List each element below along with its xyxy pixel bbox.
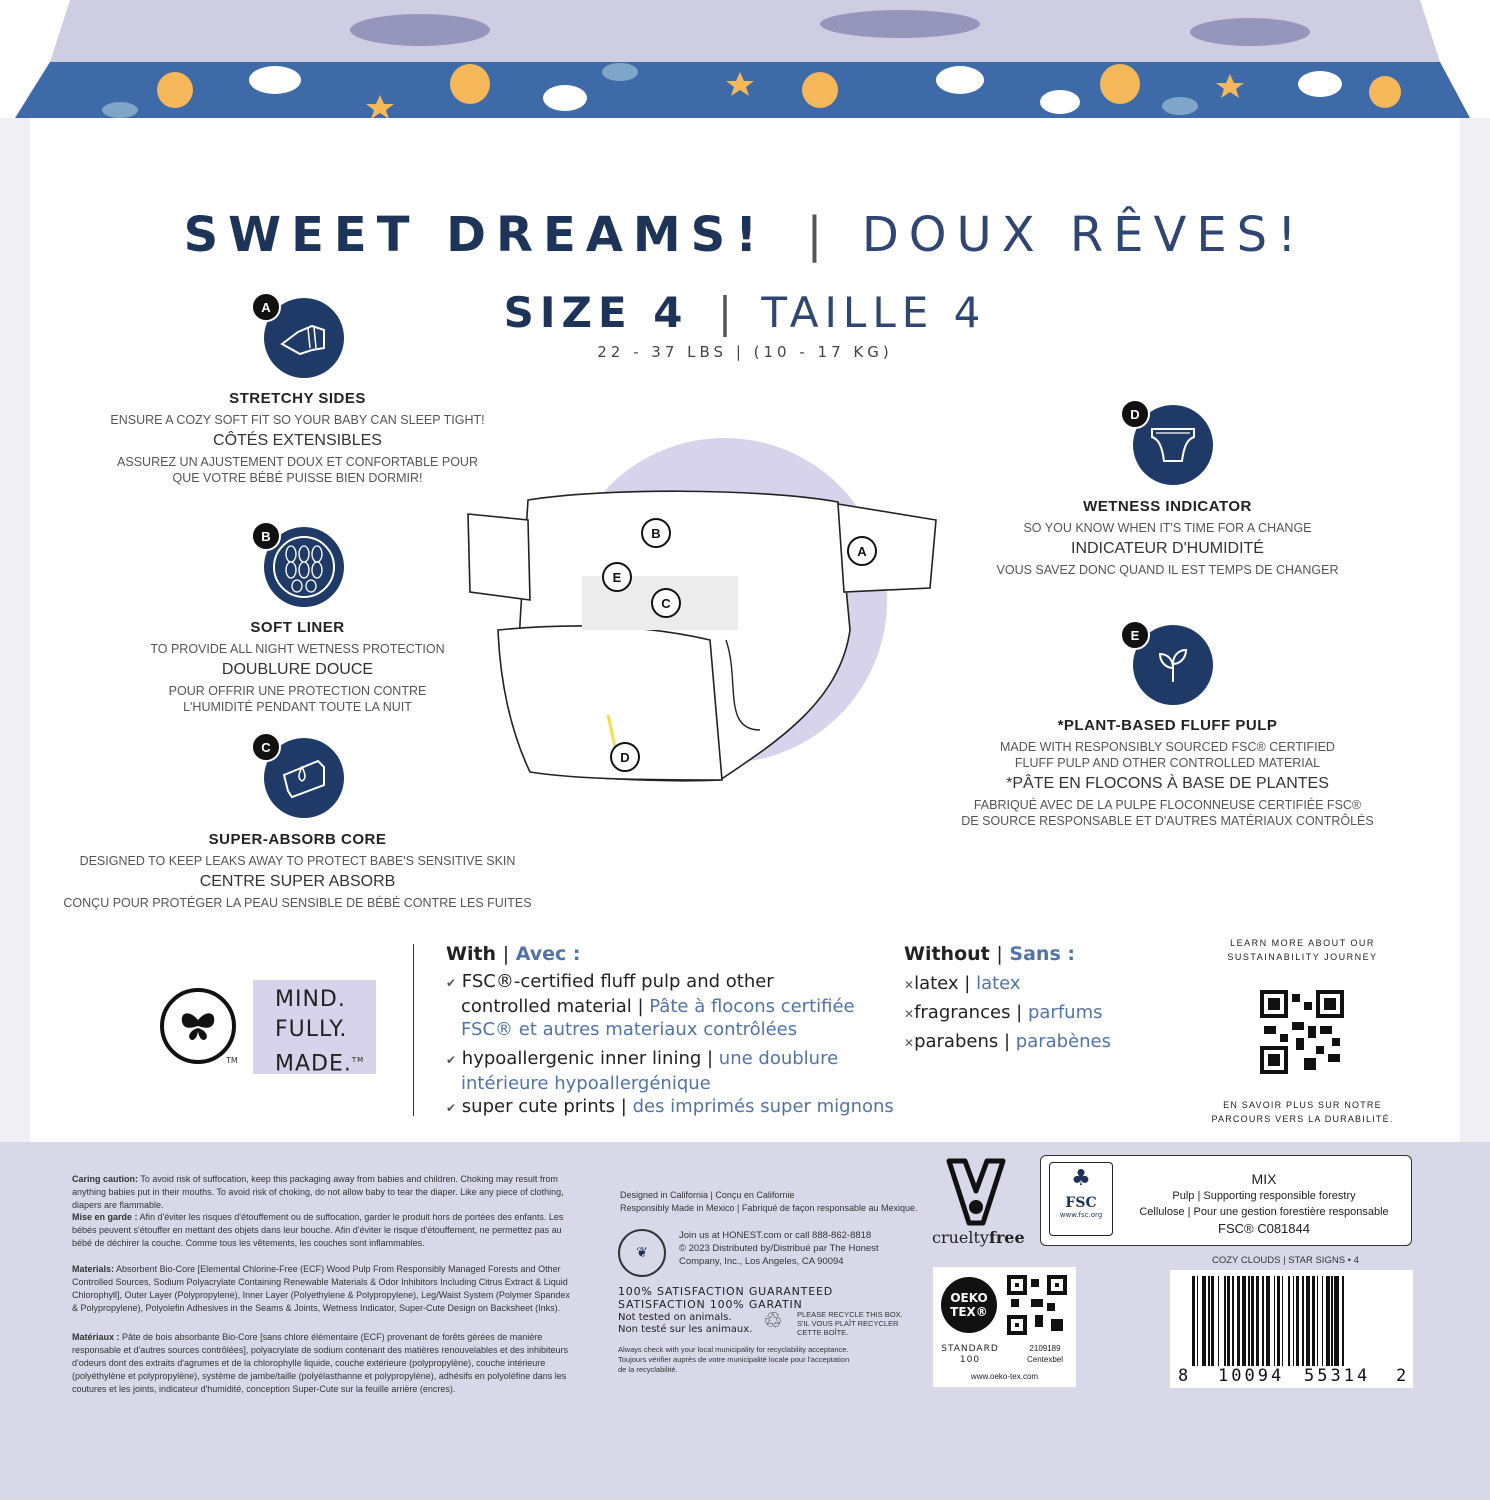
designed-line: Responsibly Made in Mexico | Fabriqué de façon responsable au Mexique. (620, 1203, 918, 1213)
barcode-bar (1266, 1276, 1271, 1366)
title-en: SWEET DREAMS! (183, 207, 768, 263)
feature-desc-en: MADE WITH RESPONSIBLY SOURCED FSC® CERTIFIED (1000, 740, 1335, 754)
barcode-bar (1218, 1276, 1220, 1366)
barcode-bar (1331, 1276, 1333, 1366)
feature-desc-en: DESIGNED TO KEEP LEAKS AWAY TO PROTECT BABE'S SENSITIVE SKIN (79, 854, 516, 868)
without-item-en: parabens (914, 1031, 999, 1052)
feature-title-fr: CENTRE SUPER ABSORB (199, 873, 396, 890)
guarantee (618, 1285, 833, 1311)
without-heading-fr: Sans : (1009, 943, 1075, 965)
materials-text: Absorbent Bio-Core [Elemental Chlorine-Free (ECF) Wood Pulp From Responsibly Managed Forests and Other Controlled Sources, Sodium Polyacrylate Containing Renewable Materials & Odor Inhibitors Including Citrus Extract & Liquid Chlorophyll], Outer Layer (Polypropylene), Inner Layer (Polyethylene & Polypropylene), Leg/Waist System (Polymer Spandex & Polypropylene), Polyolefin Adhesives in the Seams & Joints, Wetness Indicator, Super-Cute Design on Backsheet (Inks). (72, 1264, 570, 1313)
feature-title-en: SUPER-ABSORB CORE (208, 831, 387, 848)
feature-desc-en: ENSURE A COZY SOFT FIT SO YOUR BABY CAN SLEEP TIGHT! (110, 413, 485, 427)
barcode-digits-right: 55314 (1304, 1366, 1371, 1386)
feature-desc-en: FLUFF PULP AND OTHER CONTROLLED MATERIAL (1014, 756, 1321, 770)
slogan (275, 985, 364, 1079)
barcode-bar (1277, 1276, 1280, 1366)
with-item: ✔ super cute prints | des imprimés super mignons (446, 1096, 894, 1117)
not-tested-fr: Non testé sur les animaux. (618, 1324, 753, 1335)
with-item-fr: une doublure (718, 1048, 839, 1069)
barcode-bar (1227, 1276, 1230, 1366)
feature-e-badge: E (1120, 620, 1150, 650)
notice-line: Toujours vérifier auprès de votre municipalité locale pour l'acceptation (618, 1355, 850, 1364)
feature-a-badge: A (251, 292, 281, 322)
slogan-line-2: FULLY. (275, 1017, 348, 1042)
butterfly-logo-icon (160, 988, 236, 1064)
oeko-standard-text: STANDARD (941, 1344, 999, 1354)
with-item-fr: des imprimés super mignons (632, 1096, 894, 1117)
oeko-tex-qr-code[interactable] (1007, 1275, 1067, 1335)
feature-desc-en: SO YOU KNOW WHEN IT'S TIME FOR A CHANGE (1023, 521, 1312, 535)
barcode-bar (1306, 1276, 1311, 1366)
contact-line: © 2023 Distributed by/Distribué par The Honest (679, 1243, 879, 1254)
free-text: free (988, 1228, 1025, 1247)
guarantee-en: 100% SATISFACTION GUARANTEED (618, 1285, 833, 1298)
diagram-label-c: C (651, 588, 681, 618)
barcode-bar (1237, 1276, 1240, 1366)
recycle-line: S'IL VOUS PLAÎT RECYCLER (797, 1319, 899, 1328)
oeko-code-number: 2109189 (1029, 1344, 1061, 1353)
diagram-label-d: D (610, 742, 640, 772)
recycle-notice (618, 1345, 908, 1375)
fsc-url: www.fsc.org (1059, 1211, 1103, 1219)
barcode-bar (1293, 1276, 1295, 1366)
barcode-bar (1326, 1276, 1329, 1366)
sustainability-line: LEARN MORE ABOUT OUR (1230, 938, 1375, 948)
main-title (0, 207, 1490, 263)
barcode-digit-start: 8 (1178, 1366, 1189, 1386)
feature-desc-en: TO PROVIDE ALL NIGHT WETNESS PROTECTION (150, 642, 445, 656)
contact-line: Company, Inc., Los Angeles, CA 90094 (679, 1256, 844, 1267)
check-icon: ✔ (446, 1101, 457, 1115)
oeko-url: www.oeko-tex.com (970, 1372, 1039, 1381)
feature-title-en: STRETCHY SIDES (229, 390, 366, 407)
designed-in (620, 1189, 920, 1215)
cruelty-free-label (932, 1228, 1025, 1247)
feature-wetness-indicator (965, 494, 1370, 578)
barcode-bar (1288, 1276, 1290, 1366)
barcode-bar (1208, 1276, 1210, 1366)
mise-label: Mise en garde : (72, 1212, 138, 1222)
barcode-bar (1256, 1276, 1259, 1366)
without-item-fr: latex (976, 973, 1021, 994)
oeko-standard (939, 1344, 1001, 1366)
with-item: ✔ hypoallergenic inner lining | une doublure (446, 1048, 839, 1069)
materiaux-label: Matériaux : (72, 1332, 120, 1342)
slogan-trademark: TM (351, 1056, 365, 1064)
feature-c-badge: C (251, 732, 281, 762)
with-item-fr: Pâte à flocons certifiée (649, 996, 855, 1017)
feature-desc-fr: POUR OFFRIR UNE PROTECTION CONTRE (168, 684, 427, 698)
with-item-fr: FSC® et autres materiaux contrôlées (461, 1019, 798, 1040)
barcode-bar (1197, 1276, 1199, 1366)
feature-soft-liner (95, 615, 500, 715)
recycle-icon: ♲ (763, 1309, 783, 1334)
materiaux-text: Pâte de bois absorbante Bio-Core [sans chlore élémentaire (ECF) provenant de forêts gérées de manière responsable et d'autres sources contrôlées], polyacrylate de sodium contenant des matières renouvelables et des inhibiteurs d'odeurs dont des extraits d'agrumes et de la chlorophylle liquide, couche extérieure (polypropylène), couche intérieure (polyéthylène et polypropylène), système de jambe/taille (polyélasthanne et polypropylène), adhésifs en polyoléfine dans les coutures et les joints, indicateur d'humidité, conception Super-Cute sur la feuille arrière (encres). (72, 1332, 569, 1394)
feature-desc-fr: L'HUMIDITÉ PENDANT TOUTE LA NUIT (183, 700, 412, 714)
with-item-fr: intérieure hypoallergénique (461, 1073, 711, 1094)
feature-title-en: *PLANT-BASED FLUFF PULP (1057, 717, 1278, 734)
barcode-bar (1334, 1276, 1339, 1366)
sustainability-line: SUSTAINABILITY JOURNEY (1227, 952, 1378, 962)
without-heading-en: Without (904, 943, 990, 965)
slogan-line-1: MIND. (275, 987, 346, 1012)
fsc-certification-box (1040, 1155, 1412, 1246)
barcode-bar (1312, 1276, 1315, 1366)
size-title (0, 288, 1490, 337)
feature-desc-fr: CONÇU POUR PROTÉGER LA PEAU SENSIBLE DE BÉBÉ CONTRE LES FUITES (63, 896, 532, 910)
box-right-edge (1460, 118, 1490, 1142)
designed-line: Designed in California | Conçu en Californie (620, 1190, 795, 1200)
barcode-bars (1192, 1276, 1392, 1366)
night-sky-pattern (0, 0, 1490, 118)
materials (72, 1263, 572, 1315)
fsc-logo-text: FSC (1065, 1195, 1097, 1211)
barcode-bar (1242, 1276, 1247, 1366)
without-item-fr: parfums (1027, 1002, 1103, 1023)
without-item-en: latex (914, 973, 959, 994)
barcode-bar (1274, 1276, 1276, 1366)
cross-icon: ✕ (904, 1007, 915, 1021)
sustainability-text-en (1195, 936, 1410, 964)
not-tested-en: Not tested on animals. (618, 1312, 732, 1323)
slogan-line-3: MADE. (275, 1051, 352, 1077)
logo-trademark: TM (226, 1056, 238, 1065)
without-item-fr: parabènes (1015, 1031, 1112, 1052)
cruelty-free-bunny-icon (945, 1157, 1007, 1229)
materiaux (72, 1331, 572, 1396)
feature-super-absorb-core (60, 827, 535, 911)
feature-title-en: WETNESS INDICATOR (1083, 498, 1252, 515)
oeko-standard-num: 100 (959, 1355, 981, 1365)
with-item-cont: controlled material | Pâte à flocons certifiée (461, 996, 855, 1017)
recycle-line: PLEASE RECYCLE THIS BOX. (797, 1310, 903, 1319)
barcode-bar (1211, 1276, 1214, 1366)
barcode-digit-end: 2 (1396, 1366, 1407, 1386)
diagram-label-e: E (602, 562, 632, 592)
sustainability-line: PARCOURS VERS LA DURABILITÉ. (1211, 1114, 1394, 1124)
sustainability-text-fr (1195, 1098, 1410, 1126)
weight-range: 22 - 37 LBS | (10 - 17 KG) (597, 343, 893, 361)
barcode-digits-left: 10094 (1218, 1366, 1285, 1386)
title-separator: | (806, 207, 823, 263)
without-list: Without | Sans : ✕latex | latex ✕fragrances | parfums ✕parabens | parabènes (904, 943, 1154, 1057)
barcode-bar (1322, 1276, 1324, 1366)
feature-desc-fr: ASSUREZ UN AJUSTEMENT DOUX ET CONFORTABLE POUR (117, 455, 478, 469)
barcode-bar (1317, 1276, 1319, 1366)
with-item-en: FSC®-certified fluff pulp and other (461, 971, 774, 992)
without-item-en: fragrances (914, 1002, 1011, 1023)
with-item-en: super cute prints (461, 1096, 616, 1117)
fsc-logo (1049, 1162, 1113, 1236)
fsc-line: Cellulose | Pour une gestion forestière responsable (1139, 1206, 1389, 1218)
with-heading-fr: Avec : (515, 943, 581, 965)
oeko-lab: Centexbel (1026, 1355, 1064, 1364)
feature-title-fr: DOUBLURE DOUCE (221, 661, 374, 678)
fsc-mix: MIX (1251, 1171, 1277, 1187)
barcode-bar (1202, 1276, 1207, 1366)
barcode-bar (1192, 1276, 1195, 1366)
without-item: ✕parabens | parabènes (904, 1031, 1112, 1052)
oeko-code (1015, 1343, 1075, 1365)
without-item: ✕latex | latex (904, 973, 1021, 994)
honest-company-seal-icon: ❦ (618, 1229, 666, 1277)
caring-label: Caring caution: (72, 1174, 139, 1184)
barcode-bar (1342, 1276, 1344, 1366)
oeko-tex-logo (941, 1277, 997, 1333)
divider (413, 944, 414, 1116)
contact-info (679, 1229, 919, 1268)
fsc-line: Pulp | Supporting responsible forestry (1172, 1190, 1356, 1202)
not-tested (618, 1312, 752, 1336)
cross-icon: ✕ (904, 978, 915, 992)
feature-desc-fr: VOUS SAVEZ DONC QUAND IL EST TEMPS DE CHANGER (996, 563, 1339, 577)
with-item-en: controlled material (461, 996, 632, 1017)
feature-title-en: SOFT LINER (250, 619, 345, 636)
feature-desc-fr: FABRIQUÉ AVEC DE LA PULPE FLOCONNEUSE CERTIFIÉE FSC® (973, 798, 1362, 812)
fsc-details (1119, 1170, 1409, 1237)
mise-text: Afin d'éviter les risques d'étouffement ou de suffocation, garder le produit hors de portées des enfants. Les bébés peuvent s'étouffer en mettant des objets dans leur bouche. Afin d'éviter le risque d'étouffement, ne permettez pas au bébé de déchirer la couche. Comme tous les vêtements, les couches sont inflammables. (72, 1212, 564, 1248)
box-left-edge (0, 118, 30, 1142)
sustainability-qr-code[interactable] (1260, 990, 1344, 1074)
contact-line: Join us at HONEST.com or call 888-862-8818 (679, 1230, 872, 1241)
caring-caution (72, 1173, 572, 1212)
diagram-label-a: A (847, 536, 877, 566)
mise-en-garde (72, 1211, 572, 1250)
sustainability-line: EN SAVOIR PLUS SUR NOTRE (1223, 1100, 1382, 1110)
barcode-bar (1302, 1276, 1304, 1366)
with-item-en: hypoallergenic inner lining (461, 1048, 702, 1069)
feature-d-badge: D (1120, 399, 1150, 429)
diagram-label-b: B (641, 518, 671, 548)
barcode-bar (1251, 1276, 1254, 1366)
feature-title-fr: INDICATEUR D'HUMIDITÉ (1071, 540, 1264, 557)
guarantee-fr: SATISFACTION 100% GARATIN (618, 1298, 803, 1311)
feature-title-fr: CÔTÉS EXTENSIBLES (213, 432, 382, 449)
box-top-pattern (0, 0, 1490, 118)
fsc-code: FSC® C081844 (1218, 1221, 1310, 1236)
feature-stretchy-sides (95, 386, 500, 486)
barcode-bar (1282, 1276, 1284, 1366)
oeko-logo-line: TEX® (950, 1305, 988, 1319)
barcode-bar (1224, 1276, 1226, 1366)
size-separator: | (717, 288, 733, 337)
size-fr: TAILLE 4 (761, 288, 987, 337)
caring-text: To avoid risk of suffocation, keep this packaging away from babies and children. Choking may result from anything babies put in their mouths. To avoid risk of choking, do not allow baby to tear the diaper. Like any piece of clothing, diapers are flammable. (72, 1174, 564, 1210)
barcode-bar (1262, 1276, 1264, 1366)
feature-desc-fr: DE SOURCE RESPONSABLE ET D'AUTRES MATÉRIAUX CONTRÔLÉS (961, 814, 1374, 828)
oeko-tex-label (933, 1267, 1076, 1387)
notice-line: de la recyclabilité. (618, 1365, 678, 1374)
feature-plant-based-pulp (935, 713, 1400, 829)
feature-b-badge: B (251, 521, 281, 551)
feature-desc-fr: QUE VOTRE BÉBÉ PUISSE BIEN DORMIR! (172, 471, 423, 485)
barcode-bar (1296, 1276, 1299, 1366)
oeko-logo-line: OEKO (950, 1291, 988, 1305)
product-line: COZY CLOUDS | STAR SIGNS • 4 (1212, 1255, 1359, 1266)
with-item (446, 970, 906, 995)
barcode-bar (1232, 1276, 1234, 1366)
recycle-line: CETTE BOÎTE. (797, 1328, 849, 1337)
title-fr: DOUX RÊVES! (861, 207, 1307, 263)
with-heading-en: With (446, 943, 497, 965)
cross-icon: ✕ (904, 1036, 915, 1050)
materials-label: Materials: (72, 1264, 115, 1274)
fsc-tree-icon: ♣ (1071, 1166, 1091, 1191)
diaper-illustration (460, 480, 950, 800)
with-list: With | Avec : ✔ FSC®-certified fluff pulp and other controlled material | Pâte à flocons certifiée FSC® et autres materiaux contrôlées ✔ hypoallergenic inner lining | une doublure intérieure hypoallergénique ✔ super cute prints | des imprimés super mignons (446, 943, 906, 1120)
notice-line: Always check with your local municipality for recyclability acceptance. (618, 1345, 849, 1354)
feature-title-fr: *PÂTE EN FLOCONS À BASE DE PLANTES (1006, 775, 1329, 792)
check-icon: ✔ (446, 976, 457, 990)
barcode-bar (1248, 1276, 1250, 1366)
recycle-text (797, 1310, 903, 1337)
check-icon: ✔ (446, 1053, 457, 1067)
upc-barcode (1170, 1270, 1413, 1388)
size-en: SIZE 4 (503, 288, 689, 337)
without-item: ✕fragrances | parfums (904, 1002, 1103, 1023)
cruelty-text: cruelty (932, 1228, 989, 1247)
